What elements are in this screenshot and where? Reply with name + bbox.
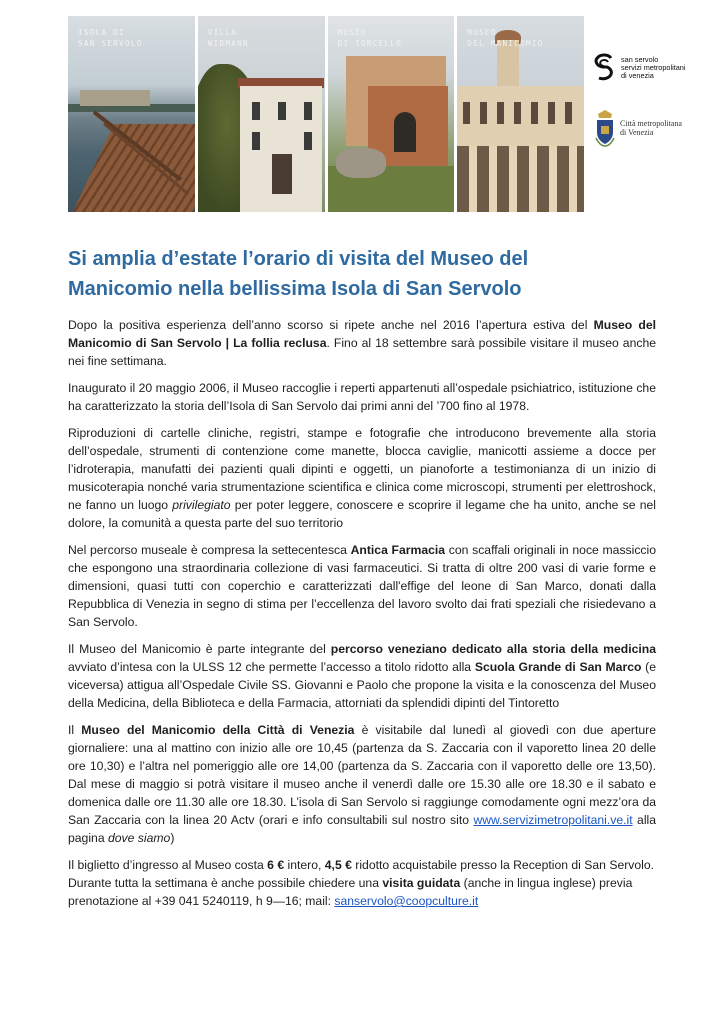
website-link[interactable]: www.servizimetropolitani.ve.it [473, 813, 633, 827]
bold-text: Antica Farmacia [350, 543, 446, 557]
header-banner [68, 16, 584, 212]
banner-panel-label: VILLA WIDMANN [207, 28, 249, 48]
text: (anche in lingua inglese) previa prenotazione al +39 041 5240119, h 9—16; mail: [68, 876, 633, 908]
coat-of-arms-icon [594, 108, 616, 148]
san-servolo-logo-text: san servolo servizi metropolitani di venezia [621, 55, 686, 80]
text: (e viceversa) attigua all’Ospedale Civile SS. Giovanni e Paolo che propone la visita e la conoscenza del Museo della Medicina, della Biblioteca e della Farmacia, attorniati da splendidi dipinti del Tintoretto [68, 660, 656, 710]
paragraph [68, 856, 656, 910]
bold-text: 6 € [267, 858, 285, 872]
text: Il [68, 723, 82, 737]
banner-panel-label: MUSEO DI TORCELLO [337, 28, 403, 48]
san-servolo-logo [594, 52, 685, 84]
text: . Fino al 18 settembre sarà possibile visitare il museo anche nei fine settimana. [68, 336, 657, 368]
paragraph [68, 541, 656, 631]
text: con scaffali originali in noce massiccio che espongono una straordinaria collezione di vasi farmaceutici. Si tratta di oltre 200 vasi di varie forme e dimensioni, quasi tutti con coperchio e caratterizzati dall'effige del leone di San Marco, donati dalla Repubblica di Venezia in segno di stima per l’eccellenza del lavoro svolto dai frati speziali che risiedevano a San Servolo. [68, 543, 657, 629]
italic-text: dove siamo [107, 831, 171, 845]
text: Nel percorso museale è compresa la settecentesca [68, 543, 351, 557]
text: è visitabile dal lunedì al giovedì con due aperture giornaliere: una al mattino con inizio alle ore 10,45 (partenza da S. Zaccaria con il vaporetto linea 20 delle ore 10,30) e l’altra nel pomeriggio alle ore 14,00 (partenza da S. Zaccaria con il vaporetto delle ore 13,50). Dal mese di maggio si potrà visitare il museo anche il venerdì dalle ore 15.30 alle ore 18.30 e il sabato e domenica dalle ore 11.30 alle ore 18.30. L’isola di San Servolo si raggiunge comodamente ogni mezz’ora da San Zaccaria con la linea 20 Actv (orari e info consultabili sul nostro sito [68, 723, 656, 827]
citta-metropolitana-logo [594, 108, 682, 148]
text: alla pagina [68, 813, 657, 845]
article-body [68, 316, 656, 919]
paragraph [68, 640, 656, 712]
text: Il Museo del Manicomio è parte integrante del [68, 642, 331, 656]
article-title: Si amplia d’estate l’orario di visita del Museo del Manicomio nella bellissima Isola di San Servolo [68, 248, 529, 300]
italic-text: privilegiato [172, 498, 231, 512]
banner-panel-isola-san-servolo [68, 16, 195, 212]
banner-panel-museo-manicomio [457, 16, 584, 212]
banner-panel-villa-widmann [198, 16, 325, 212]
bold-text: percorso veneziano dedicato alla storia della medicina [330, 642, 657, 656]
paragraph: Inaugurato il 20 maggio 2006, il Museo raccoglie i reperti appartenuti all’ospedale psichiatrico, istituzione che ha caratterizzato la storia dell’Isola di San Servolo dai primi anni del ’700 fino al 1978. [68, 381, 656, 413]
bold-text: visita guidata [382, 876, 461, 890]
text: avviato d’intesa con la ULSS 12 che permette l’accesso a titolo ridotto alla [68, 660, 475, 674]
san-servolo-s-icon [594, 52, 616, 84]
paragraph [68, 316, 656, 370]
bold-text: Museo del Manicomio di San Servolo | La follia reclusa [68, 318, 656, 350]
paragraph [68, 721, 656, 847]
text: ) [170, 831, 175, 845]
banner-panel-museo-torcello [328, 16, 455, 212]
text: intero, [284, 858, 325, 872]
text: ridotto acquistabile presso la Reception di San Servolo. Durante tutta la settimana è anche possibile chiedere una [68, 858, 655, 890]
banner-panel-label: MUSEO DEL MANICOMIO [467, 28, 544, 48]
text: Dopo la positiva esperienza dell’anno scorso si ripete anche nel 2016 l’apertura estiva del [68, 318, 594, 332]
paragraph [68, 424, 656, 532]
citta-metropolitana-logo-text: Città metropolitana di Venezia [620, 119, 682, 137]
email-link[interactable]: sanservolo@coopculture.it [334, 894, 479, 908]
bold-text: Scuola Grande di San Marco [474, 660, 642, 674]
text: Riproduzioni di cartelle cliniche, registri, stampe e fotografie che introducono brevemente alla storia dell’ospedale, strumenti di contenzione come manette, blocca caviglie, manicotti assieme a docce per l’idroterapia, manufatti dei pazienti quali dipinti e oggetti, un pianoforte a testimonianza di un inizio di musicoterapia nonché varia strumentazione scientifica e clinica come microscopi, strumenti per elettroshock, ne fanno un luogo [68, 426, 656, 512]
text: Il biglietto d’ingresso al Museo costa [68, 858, 268, 872]
text: per poter leggere, conoscere e scoprire il legame che ha unito, anche se nel dolore, la comunità a questa parte del suo territorio [68, 498, 656, 530]
banner-panel-label: ISOLA DI SAN SERVOLO [78, 28, 143, 48]
bold-text: Museo del Manicomio della Città di Venezia [81, 723, 355, 737]
bold-text: 4,5 € [324, 858, 352, 872]
